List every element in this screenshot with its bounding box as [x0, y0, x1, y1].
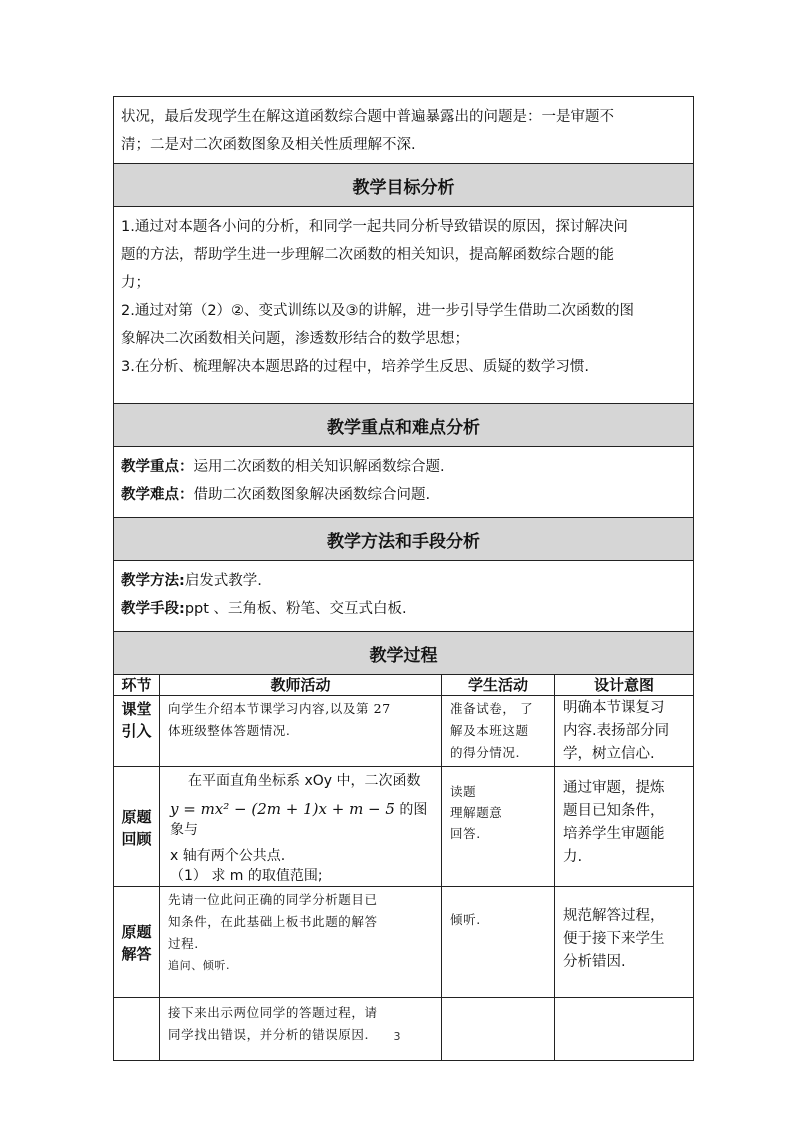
student-line: 的得分情况.	[450, 745, 521, 760]
intent-line: 规范解答过程，	[563, 908, 665, 924]
intro-line: 清；二是对二次函数图象及相关性质理解不深.	[121, 137, 416, 153]
intent-line: 分析错因.	[563, 954, 626, 970]
difficulty-text: 借助二次函数图象解决函数综合问题.	[193, 487, 431, 503]
student-cell	[442, 887, 555, 998]
student-line: 解及本班这题	[450, 723, 529, 738]
goals-header: 教学目标分析	[114, 164, 694, 207]
stage-label: 原题	[121, 923, 152, 941]
student-cell	[442, 696, 555, 767]
stage-label: 回顾	[121, 829, 152, 848]
intent-cell	[555, 767, 694, 887]
table-row	[114, 998, 694, 1061]
intent-line: 通过审题，提炼	[563, 780, 665, 796]
stage-label: 原题	[121, 807, 152, 826]
col-header-teacher: 教师活动	[160, 675, 442, 696]
teacher-line: 过程.	[168, 936, 199, 951]
goal-line: 题的方法，帮助学生进一步理解二次函数的相关知识，提高解函数综合题的能	[121, 247, 614, 263]
teacher-cell	[160, 696, 442, 767]
focus-text: 运用二次函数的相关知识解函数综合题.	[193, 459, 445, 475]
intent-cell	[555, 887, 694, 998]
intro-line: 状况，最后发现学生在解这道函数综合题中普遍暴露出的问题是：一是审题不	[121, 109, 614, 125]
method-text: 启发式教学.	[184, 573, 262, 589]
goal-line: 1.通过对本题各小问的分析，和同学一起共同分析导致错误的原因，探讨解决问	[121, 219, 628, 235]
teacher-line: 同学找出错误，并分析的错误原因.	[168, 1027, 370, 1042]
student-line: 读题	[450, 784, 477, 799]
teacher-cell	[160, 887, 442, 998]
teacher-line: 先请一位此问正确的同学分析题目已	[168, 892, 378, 907]
focus-line	[121, 453, 687, 481]
focus-label: 教学重点：	[121, 459, 194, 475]
table-row	[114, 696, 694, 767]
key-header: 教学重点和难点分析	[114, 404, 694, 447]
intent-line: 培养学生审题能	[563, 826, 665, 842]
intent-cell	[555, 998, 694, 1061]
difficulty-line	[121, 481, 687, 509]
teacher-line: 接下来出示两位同学的答题过程，请	[168, 1005, 378, 1020]
teacher-cell	[160, 998, 442, 1061]
col-header-intent: 设计意图	[555, 675, 694, 696]
teacher-line: 向学生介绍本节课学习内容,以及第 27	[168, 701, 391, 716]
method-line	[121, 567, 687, 595]
teacher-line: （1） 求 m 的取值范围;	[170, 868, 323, 884]
quadratic-equation: y = mx² − (2m + 1)x + m − 5	[170, 800, 395, 818]
intent-line: 题目已知条件，	[563, 803, 665, 819]
means-label: 教学手段:	[121, 601, 185, 617]
goals-cell	[114, 207, 694, 404]
intent-line: 明确本节课复习	[563, 700, 665, 716]
teacher-cell	[160, 767, 442, 887]
stage-cell	[114, 767, 160, 887]
teacher-line: 知条件，在此基础上板书此题的解答	[168, 914, 378, 929]
intent-cell	[555, 696, 694, 767]
intent-line: 内容.表扬部分同	[563, 723, 670, 739]
goal-line: 象解决二次函数相关问题，渗透数形结合的数学思想；	[121, 331, 469, 347]
lesson-plan-table	[113, 96, 694, 1061]
col-header-student: 学生活动	[442, 675, 555, 696]
teacher-line: 追问、倾听.	[168, 959, 231, 972]
method-cell	[114, 561, 694, 632]
goal-line: 3.在分析、梳理解决本题思路的过程中，培养学生反思、质疑的数学习惯.	[121, 359, 589, 375]
table-row	[114, 887, 694, 998]
stage-cell	[114, 696, 160, 767]
student-cell	[442, 998, 555, 1061]
student-line: 倾听.	[450, 912, 481, 927]
key-cell	[114, 447, 694, 518]
stage-label: 解答	[121, 945, 152, 963]
intent-line: 力.	[563, 849, 583, 865]
student-cell	[442, 767, 555, 887]
stage-label: 课堂	[121, 700, 152, 718]
goal-line: 2.通过对第（2）②、变式训练以及③的讲解，进一步引导学生借助二次函数的图	[121, 303, 635, 319]
process-header: 教学过程	[114, 632, 694, 675]
student-line: 理解题意	[450, 805, 503, 820]
goal-line: 力；	[121, 275, 150, 291]
page-number: 3	[393, 1030, 401, 1043]
means-line	[121, 595, 687, 623]
student-line: 回答.	[450, 826, 481, 841]
stage-cell	[114, 998, 160, 1061]
means-text: ppt 、三角板、粉笔、交互式白板.	[184, 601, 407, 617]
teacher-line: 在平面直角坐标系 xOy 中，二次函数	[188, 773, 421, 789]
method-header: 教学方法和手段分析	[114, 518, 694, 561]
teacher-line: 的图象与	[170, 802, 428, 838]
col-header-stage: 环节	[114, 675, 160, 696]
intro-cell	[114, 97, 694, 164]
table-row	[114, 767, 694, 887]
difficulty-label: 教学难点：	[121, 487, 194, 503]
stage-cell	[114, 887, 160, 998]
intent-line: 便于接下来学生	[563, 931, 665, 947]
method-label: 教学方法:	[121, 573, 185, 589]
student-line: 准备试卷， 了	[450, 701, 534, 716]
stage-label: 引入	[121, 722, 152, 740]
teacher-line: 体班级整体答题情况.	[168, 723, 291, 738]
teacher-equation-line	[170, 799, 435, 840]
teacher-line: x 轴有两个公共点.	[170, 848, 286, 864]
intent-line: 学，树立信心.	[563, 746, 655, 762]
